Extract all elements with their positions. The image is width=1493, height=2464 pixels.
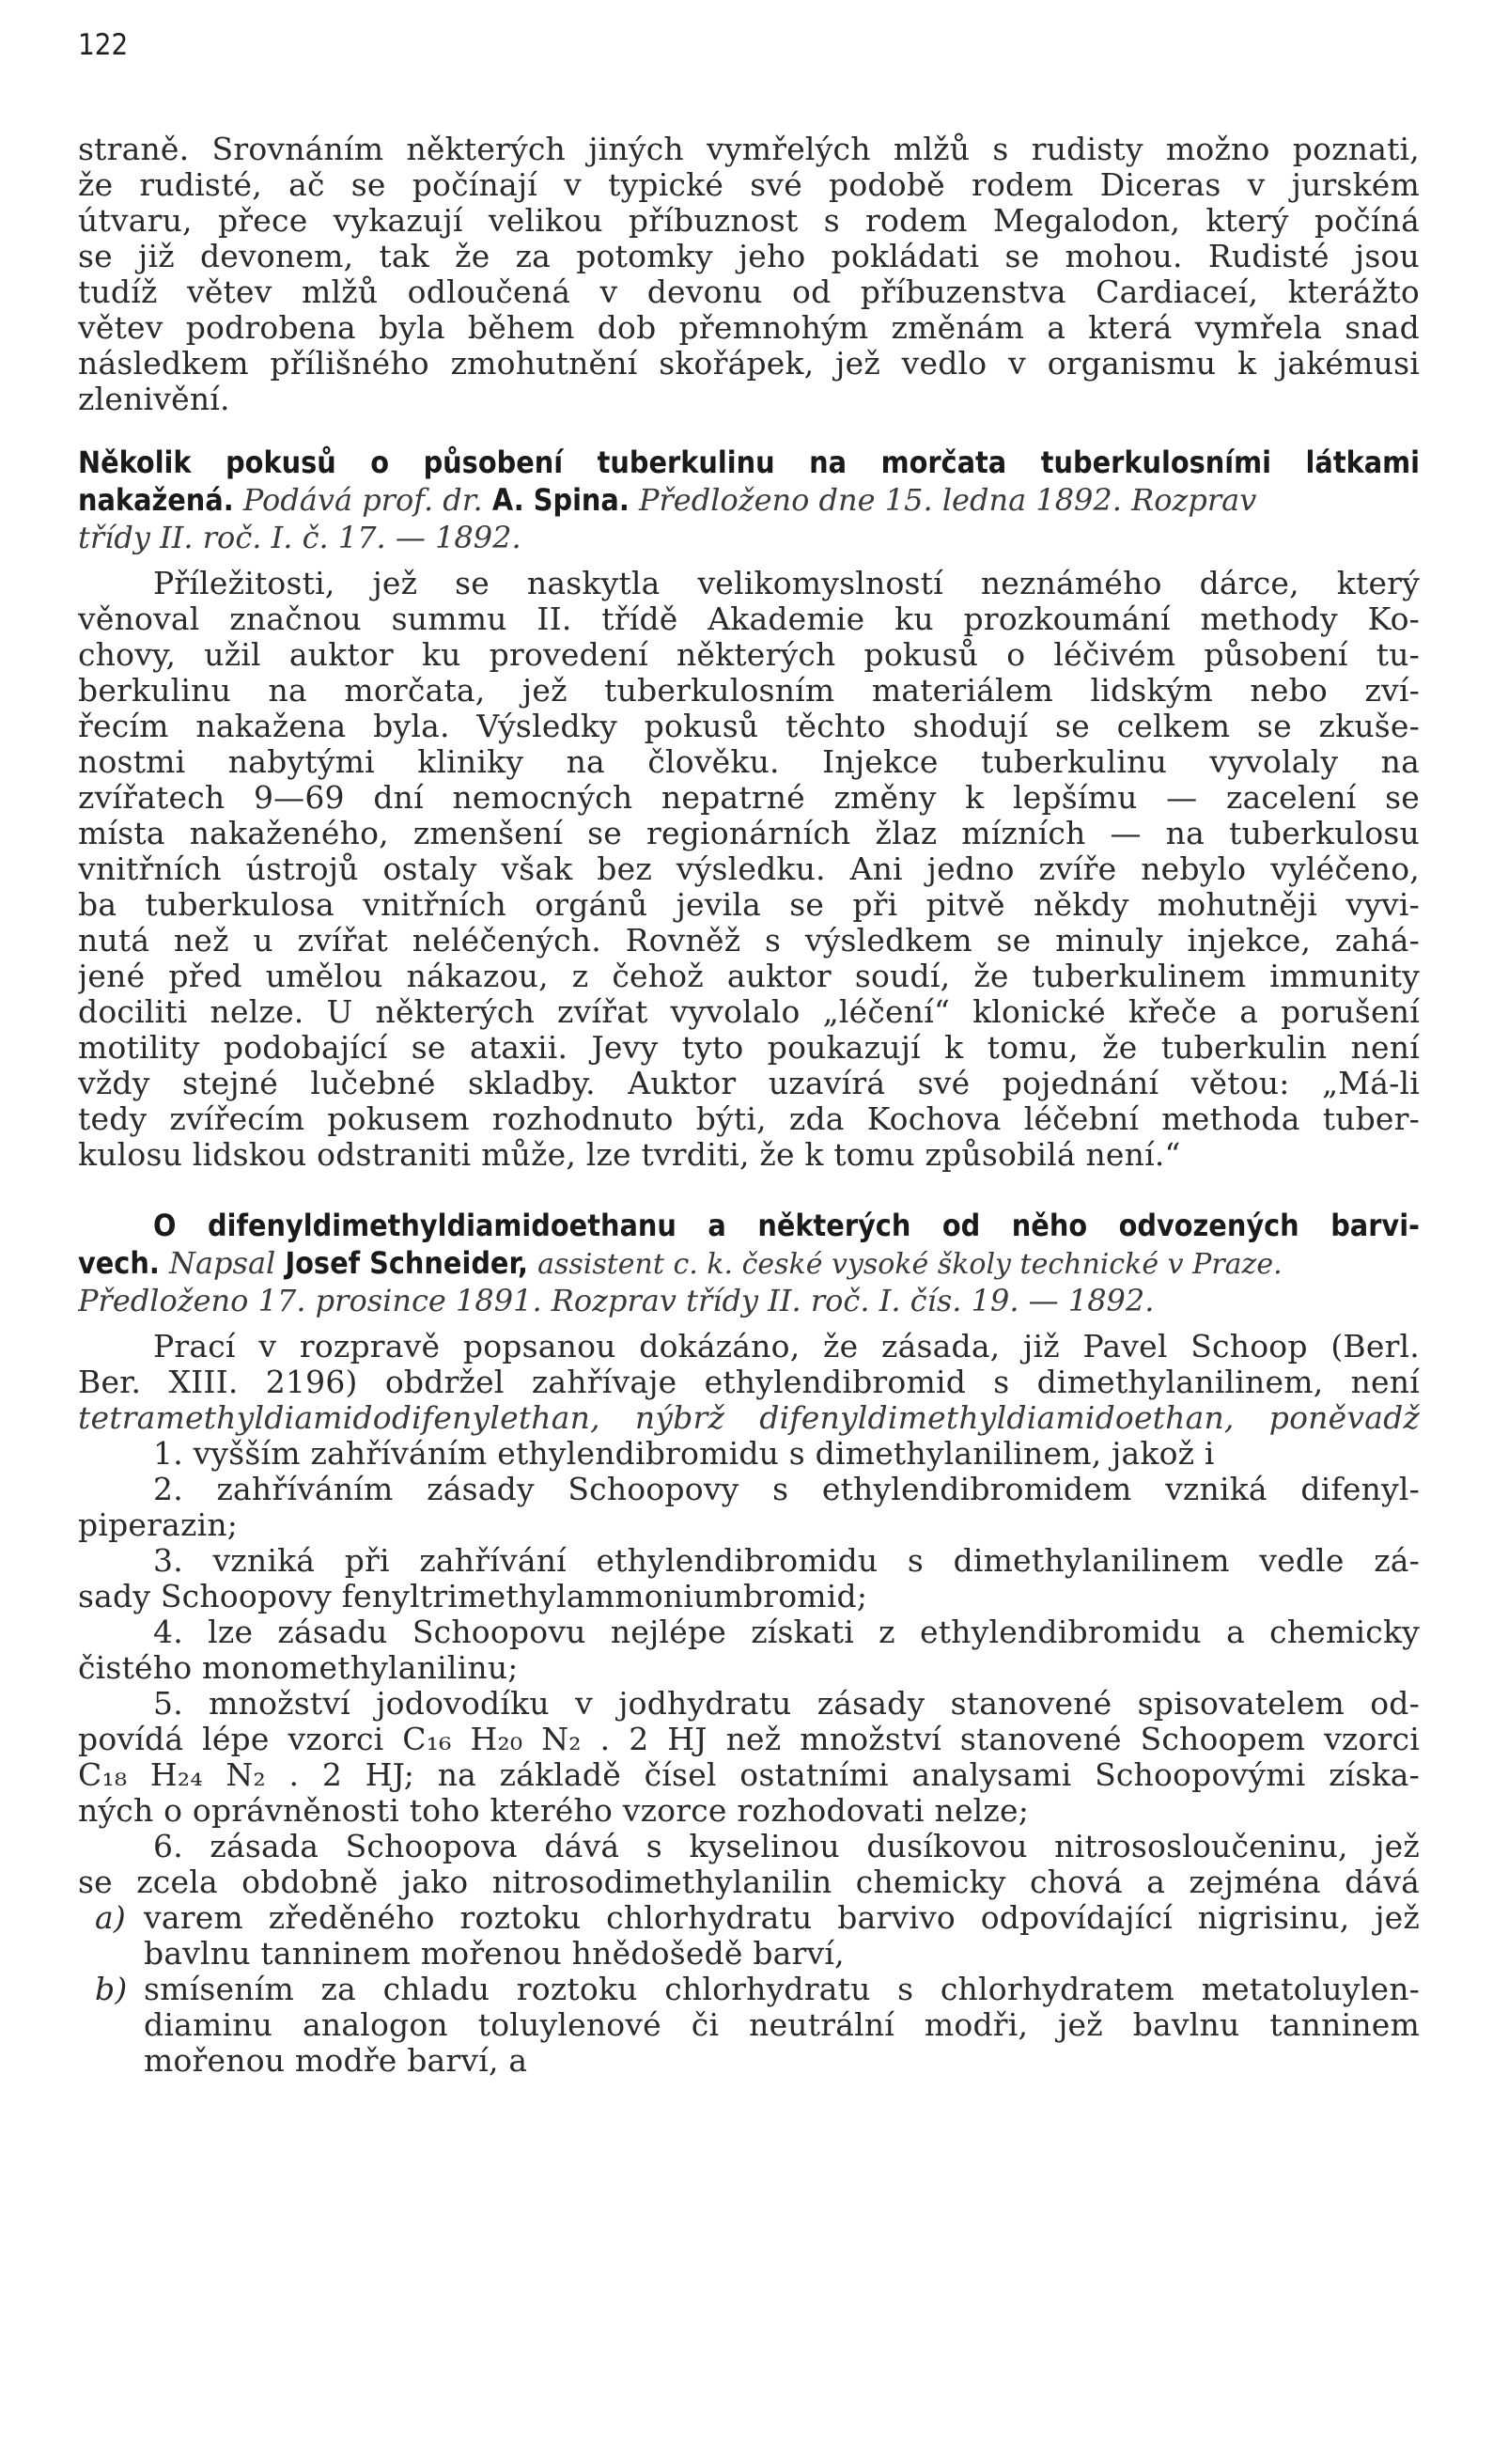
list-item-continuation: ných o oprávněnosti toho kterého vzorce rozhodovati nelze; (78, 1793, 1030, 1829)
article-difenyldimethyldiamidoethan (78, 1207, 1420, 2079)
text-line: zvířatech 9—69 dní nemocných nepatrné změny k lepšímu — zacelení se (78, 780, 1420, 816)
text-line: Prací v rozpravě popsanou dokázáno, že zásada, již Pavel Schoop (Berl. (153, 1329, 1420, 1365)
author-name: Josef Schneider, (285, 1245, 528, 1281)
text-line: Příležitosti, jež se naskytla velikomyslností neznámého dárce, který (153, 566, 1420, 601)
sub-item (78, 1972, 1420, 2007)
text-line: jené před umělou nákazou, z čehož auktor soudí, že tuberkulinem immunity (78, 959, 1420, 994)
publication-reference: Předloženo 17. prosince 1891. Rozprav třídy II. roč. I. čís. 19. — 1892. (78, 1283, 1155, 1318)
article-title: O difenyldimethyldiamidoethanu a některých od něho odvozených barvi- (153, 1208, 1420, 1243)
article-byline (78, 481, 1420, 519)
list-item-continuation: čistého monomethylanilinu; (78, 1650, 519, 1686)
author-name: A. Spina. (491, 482, 630, 518)
list-item: 1. vyšším zahříváním ethylendibromidu s dimethylanilinem, jakož i (153, 1436, 1215, 1472)
sub-item-label: b) (95, 1972, 128, 2007)
list-item: 5. množství jodovodíku v jodhydratu zásady stanovené spisovatelem od- (153, 1686, 1420, 1722)
page-number: 122 (78, 28, 129, 62)
page-body (78, 132, 1420, 2079)
text-line: že rudisté, ač se počínají v typické své podobě rodem Diceras v jurském (78, 167, 1420, 203)
sub-item (78, 1900, 1420, 1936)
article-title-end: nakažená. (78, 482, 234, 518)
sub-item-continuation: bavlnu tanninem mořenou hnědošedě barví, (144, 1936, 845, 1972)
text-line: dociliti nelze. U některých zvířat vyvolalo „léčení“ klonické křeče a porušení (78, 994, 1420, 1030)
text-line: zlenivění. (78, 382, 230, 417)
text-line: vždy stejné lučebné skladby. Auktor uzavírá své pojednání větou: „Má-li (78, 1066, 1420, 1101)
text-line: tetramethyldiamidodifenylethan, nýbrž difenyldimethyldiamidoethan, poněvadž (78, 1400, 1420, 1436)
intro-paragraph (78, 132, 1420, 417)
text-line: větev podrobena byla během dob přemnohým změnám a která vymřela snad (78, 310, 1420, 346)
presented-date: Předloženo dne 15. ledna 1892. Rozprav (638, 482, 1257, 518)
byline-prefix: Napsal (168, 1245, 276, 1281)
text-line: se již devonem, tak že za potomky jeho pokládati se mohou. Rudisté jsou (78, 239, 1420, 274)
list-item: 3. vzniká při zahřívání ethylendibromidu s dimethylanilinem vedle zá- (153, 1543, 1420, 1579)
text-line: řecím nakažena byla. Výsledky pokusů těchto shodují se celkem se zkuše- (78, 709, 1420, 744)
list-item-continuation: C₁₈ H₂₄ N₂ . 2 HJ; na základě čísel ostatními analysami Schoopovými získa- (78, 1757, 1420, 1793)
text-line: Ber. XIII. 2196) obdržel zahřívaje ethylendibromid s dimethylanilinem, není (78, 1365, 1420, 1400)
list-item-continuation: piperazin; (78, 1507, 239, 1543)
sub-item-text: smísením za chladu roztoku chlorhydratu s chlorhydratem metatoluylen- (144, 1972, 1420, 2007)
author-affiliation: assistent c. k. české vysoké školy technické v Praze. (537, 1248, 1283, 1281)
text-line: motility podobající se ataxii. Jevy tyto poukazují k tomu, že tuberkulin není (78, 1030, 1420, 1066)
text-line: ba tuberkulosa vnitřních orgánů jevila se při pitvě někdy mohutněji vyvi- (78, 887, 1420, 923)
byline-prefix: Podává prof. dr. (242, 482, 483, 518)
text-line: kulosu lidskou odstraniti může, lze tvrditi, že k tomu způsobilá není.“ (78, 1137, 1181, 1173)
text-line: útvaru, přece vykazují velikou příbuznost s rodem Megalodon, který počíná (78, 203, 1420, 239)
article-byline (78, 1244, 1420, 1282)
text-line: nutá než u zvířat neléčených. Rovněž s výsledkem se minuly injekce, zahá- (78, 923, 1420, 959)
sub-item-continuation: mořenou modře barví, a (144, 2043, 528, 2079)
text-line: nostmi nabytými kliniky na člověku. Injekce tuberkulinu vyvolaly na (78, 744, 1420, 780)
text-line: berkulinu na morčata, jež tuberkulosním materiálem lidským nebo zví- (78, 673, 1420, 709)
text-line: tedy zvířecím pokusem rozhodnuto býti, zda Kochova léčební methoda tuber- (78, 1101, 1420, 1137)
article-tuberkulin (78, 444, 1420, 1173)
list-item: 6. zásada Schoopova dává s kyselinou dusíkovou nitrososloučeninu, jež (153, 1829, 1420, 1864)
sub-item-continuation: diaminu analogon toluylenové či neutrální modři, jež bavlnu tanninem (144, 2007, 1420, 2043)
publication-reference: třídy II. roč. I. č. 17. — 1892. (78, 520, 521, 555)
sub-item-text: varem zředěného roztoku chlorhydratu barvivo odpovídající nigrisinu, jež (144, 1900, 1420, 1936)
text-line: tudíž větev mlžů odloučená v devonu od příbuzenstva Cardiaceí, kterážto (78, 274, 1420, 310)
list-item-continuation: povídá lépe vzorci C₁₆ H₂₀ N₂ . 2 HJ než množství stanovené Schoopem vzorci (78, 1722, 1420, 1757)
article-title: Několik pokusů o působení tuberkulinu na morčata tuberkulosními látkami (78, 444, 1420, 480)
list-item-continuation: sady Schoopovy fenyltrimethylammoniumbromid; (78, 1579, 868, 1614)
list-item: 2. zahříváním zásady Schoopovy s ethylendibromidem vzniká difenyl- (153, 1472, 1420, 1507)
text-line: místa nakaženého, zmenšení se regionárních žlaz mízních — na tuberkulosu (78, 816, 1420, 851)
text-line: chovy, užil auktor ku provedení některých pokusů o léčivém působení tu- (78, 637, 1420, 673)
text-line: věnoval značnou summu II. třídě Akademie ku prozkoumání methody Ko- (78, 601, 1420, 637)
list-item-continuation: se zcela obdobně jako nitrosodimethylanilin chemicky chová a zejména dává (78, 1864, 1420, 1900)
text-line: vnitřních ústrojů ostaly však bez výsledku. Ani jedno zvíře nebylo vyléčeno, (78, 851, 1420, 887)
list-item: 4. lze zásadu Schoopovu nejlépe získati z ethylendibromidu a chemicky (153, 1614, 1420, 1650)
text-line: straně. Srovnáním některých jiných vymřelých mlžů s rudisty možno poznati, (78, 132, 1420, 167)
article-title-end: vech. (78, 1245, 160, 1281)
sub-item-label: a) (95, 1900, 126, 1936)
text-line: následkem přílišného zmohutnění skořápek, jež vedlo v organismu k jakémusi (78, 346, 1420, 382)
